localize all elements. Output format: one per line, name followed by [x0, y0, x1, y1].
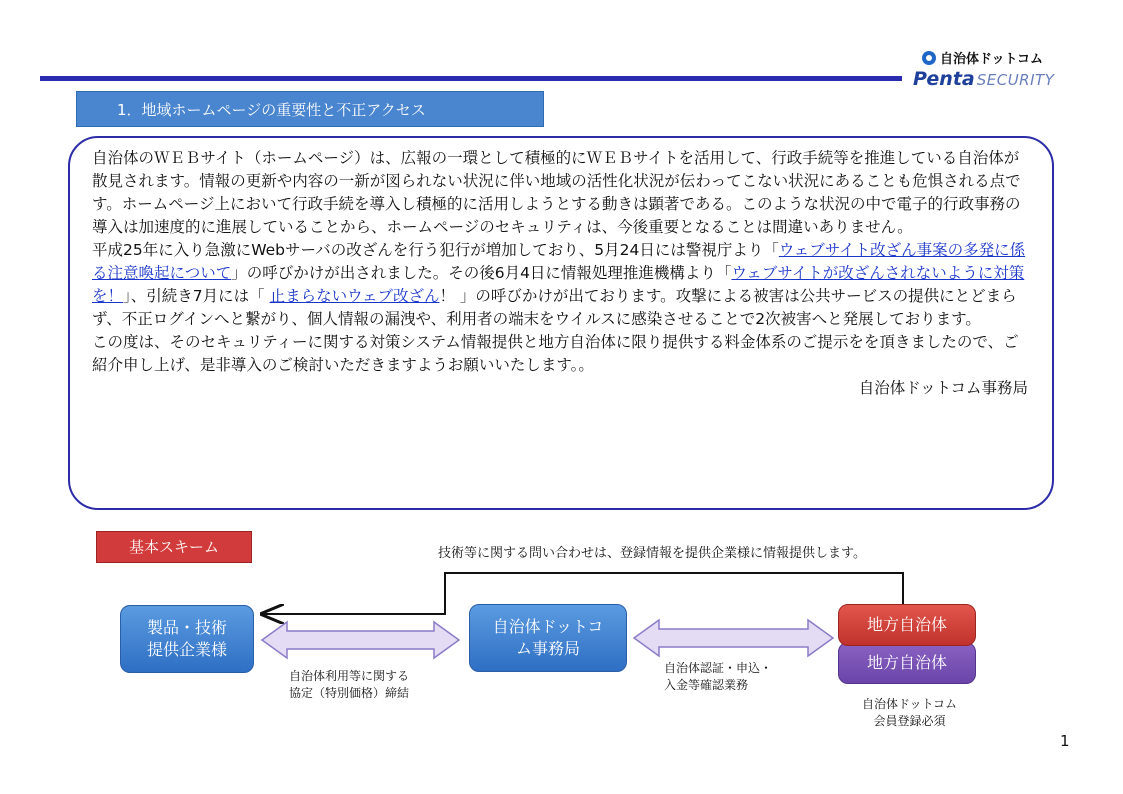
agreement-caption-line2: 協定（特別価格）締結 [289, 686, 410, 700]
section-title: 1．地域ホームページの重要性と不正アクセス [76, 91, 544, 127]
vendor-node [120, 605, 254, 673]
verification-caption-line2: 入金等確認業務 [664, 678, 749, 692]
paragraph-incidents-part-d: ！ 」の呼びかけが出ております。攻撃による被害は公共サービスの提供にとどまらず、不正ログインへと繋がり、個人情報の漏洩や、利用者の端末をウイルスに感染させることで2次被害へと発展しております。 [92, 287, 1017, 328]
local-government-node-back [838, 642, 976, 684]
agreement-caption-line1: 自治体利用等に関する [289, 669, 410, 683]
vendor-node-line2: 提供企業様 [146, 640, 227, 659]
paragraph-intro: 自治体のＷＥＢサイト（ホームページ）は、広報の一環として積極的にＷＥＢサイトを活用して、行政手続等を推進している自治体が散見されます。情報の更新や内容の一新が図られない状況に伴い地域の活性化状況が伝わってこない状況にあることも危惧される点です。ホームページ上において行政手続を導入し積極的に活用しようとする動きは顕著である。このような状況の中で電子的行政事務の導入は加速度的に進展していることから、ホームページのセキュリティは、今後重要となることは間違いありません。 [92, 149, 1021, 236]
double-arrow-vendor-center [262, 622, 459, 658]
link-unstoppable-defacement[interactable]: 止まらないウェブ改ざん [269, 287, 440, 305]
local-node-2-label: 地方自治体 [866, 653, 947, 672]
jichitai-logo-text: 自治体ドットコム [940, 52, 1043, 67]
penta-logo-bold: Penta [913, 68, 975, 90]
verification-caption-line1: 自治体認証・申込・ [664, 661, 773, 675]
scheme-label: 基本スキーム [96, 531, 252, 563]
membership-caption-line2: 会員登録必須 [873, 714, 946, 728]
center-node-line2: ム事務局 [515, 639, 580, 658]
paragraph-offer: この度は、そのセキュリティーに関する対策システム情報提供と地方自治体に限り提供する料金体系のご提示をを頂きましたので、ご紹介申し上げ、是非導入のご検討いただきますようお願いいたします。。 [92, 333, 1019, 374]
page-number: 1 [1060, 732, 1070, 750]
paragraph-incidents-part-c: 」、引続き7月には「 [123, 287, 270, 305]
local-node-1-label: 地方自治体 [866, 615, 947, 634]
jichitai-dot-office-node [469, 604, 627, 672]
penta-logo-light: SECURITY [976, 71, 1055, 89]
paragraph-incidents-part-b: 」の呼びかけが出されました。その後6月4日に情報処理推進機構より「 [231, 264, 732, 282]
verification-caption [664, 660, 772, 694]
inquiry-note: 技術等に関する問い合わせは、登録情報を提供企業様に情報提供します。 [438, 546, 866, 561]
double-arrow-center-local [634, 620, 833, 656]
signature: 自治体ドットコム事務局 [858, 379, 1028, 397]
vendor-node-line1: 製品・技術 [146, 618, 227, 637]
agreement-caption [289, 668, 409, 702]
membership-caption-line1: 自治体ドットコム [862, 697, 958, 711]
membership-caption [862, 696, 957, 730]
center-node-line1: 自治体ドットコ [492, 617, 604, 636]
link-ipa-countermeasure[interactable]: ウェブサイトが改ざんされないように対策を！ [92, 264, 1025, 305]
link-police-alert[interactable]: ウェブサイト改ざん事案の多発に係る注意喚起について [92, 241, 1026, 282]
paragraph-incidents-part-a: 平成25年に入り急激にWebサーバの改ざんを行う犯行が増加しており、5月24日には警視庁より「 [92, 241, 779, 259]
local-government-node-front [838, 604, 976, 646]
